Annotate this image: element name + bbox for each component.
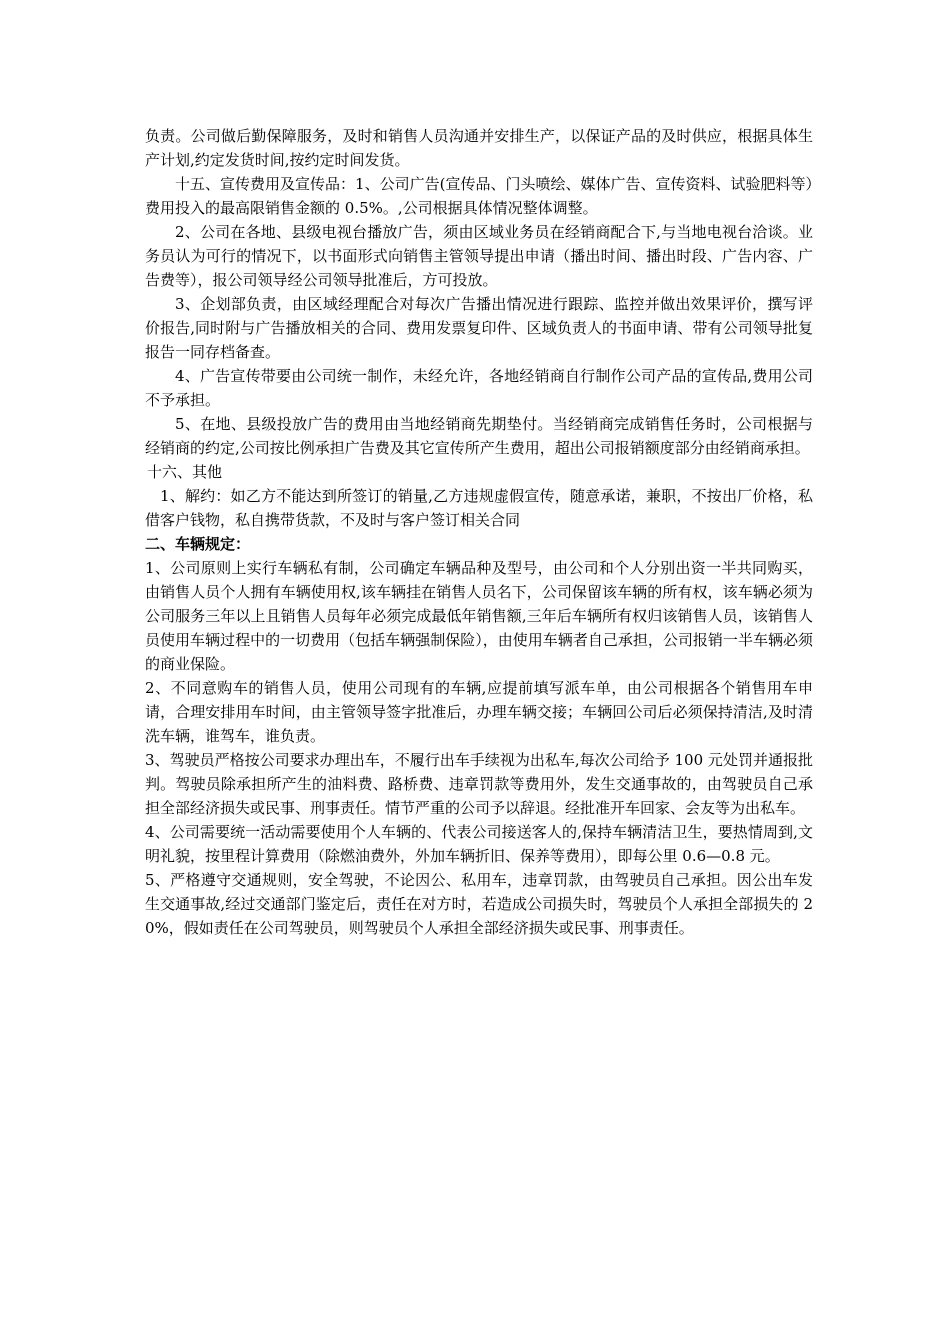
- paragraph-planning-dept: 3、企划部负责，由区域经理配合对每次广告播出情况进行跟踪、监控并做出效果评价，撰写评价报告,同时附与广告播放相关的合同、费用发票复印件、区域负责人的书面申请、带有公司领导批复报告一同存档备查。: [145, 295, 813, 361]
- paragraph-vehicle-ownership: 1、公司原则上实行车辆私有制，公司确定车辆品种及型号，由公司和个人分别出资一半共同购买，由销售人员个人拥有车辆使用权,该车辆挂在销售人员名下，公司保留该车辆的所有权，该车辆必须为公司服务三年以上且销售人员每年必须完成最低年销售额,三年后车辆所有权归该销售人员，该销售人员使用车辆过程中的一切费用（包括车辆强制保险），由使用车辆者自己承担，公司报销一半车辆必须的商业保险。: [145, 559, 813, 673]
- paragraph-ad-tapes: 4、广告宣传带要由公司统一制作，未经允许，各地经销商自行制作公司产品的宣传品,费用公司不予承担。: [145, 367, 813, 409]
- paragraph-delivery: 负责。公司做后勤保障服务，及时和销售人员沟通并安排生产，以保证产品的及时供应，根据具体生产计划,约定发货时间,按约定时间发货。: [145, 127, 813, 169]
- paragraph-driver-rules: 3、驾驶员严格按公司要求办理出车，不履行出车手续视为出私车,每次公司给予 100 元处罚并通报批判。驾驶员除承担所产生的油料费、路桥费、违章罚款等费用外，发生交通事故的，由驾驶员自己承担全部经济损失或民事、刑事责任。情节严重的公司予以辞退。经批准开车回家、会友等为出私车。: [145, 751, 813, 817]
- paragraph-tv-ads: 2、公司在各地、县级电视台播放广告，须由区域业务员在经销商配合下,与当地电视台洽谈。业务员认为可行的情况下，以书面形式向销售主管领导提出申请（播出时间、播出时段、广告内容、广告费等），报公司领导经公司领导批准后，方可投放。: [145, 223, 813, 289]
- paragraph-section-15-ads: 十五、宣传费用及宣传品：1、公司广告(宣传品、门头喷绘、媒体广告、宣传资料、试验肥料等）费用投入的最高限销售金额的 0.5%。,公司根据具体情况整体调整。: [145, 175, 813, 217]
- document-page: [145, 124, 813, 940]
- paragraph-traffic-rules: 5、严格遵守交通规则，安全驾驶，不论因公、私用车，违章罚款，由驾驶员自己承担。因公出车发生交通事故,经过交通部门鉴定后，责任在对方时，若造成公司损失时，驾驶员个人承担全部损失的 20%，假如责任在公司驾驶员，则驾驶员个人承担全部经济损失或民事、刑事责任。: [145, 871, 813, 937]
- paragraph-company-vehicles: 2、不同意购车的销售人员，使用公司现有的车辆,应提前填写派车单，由公司根据各个销售用车申请，合理安排用车时间，由主管领导签字批准后，办理车辆交接；车辆回公司后必须保持清洁,及时清洗车辆，谁驾车，谁负责。: [145, 679, 813, 745]
- paragraph-personal-vehicle-use: 4、公司需要统一活动需要使用个人车辆的、代表公司接送客人的,保持车辆清洁卫生，要热情周到,文明礼貌，按里程计算费用（除燃油费外，外加车辆折旧、保养等费用），即每公里 0.6—0.8 元。: [145, 823, 813, 865]
- paragraph-termination: 1、解约：如乙方不能达到所签订的销量,乙方违规虚假宣传，随意承诺，兼职，不按出厂价格，私借客户钱物，私自携带货款，不及时与客户签订相关合同: [145, 487, 813, 529]
- paragraph-local-ad-costs: 5、在地、县级投放广告的费用由当地经销商先期垫付。当经销商完成销售任务时，公司根据与经销商的约定,公司按比例承担广告费及其它宣传所产生费用，超出公司报销额度部分由经销商承担。: [145, 415, 813, 457]
- section-16-heading: 十六、其他: [147, 463, 223, 481]
- vehicle-rules-heading: 二、车辆规定：: [145, 535, 251, 553]
